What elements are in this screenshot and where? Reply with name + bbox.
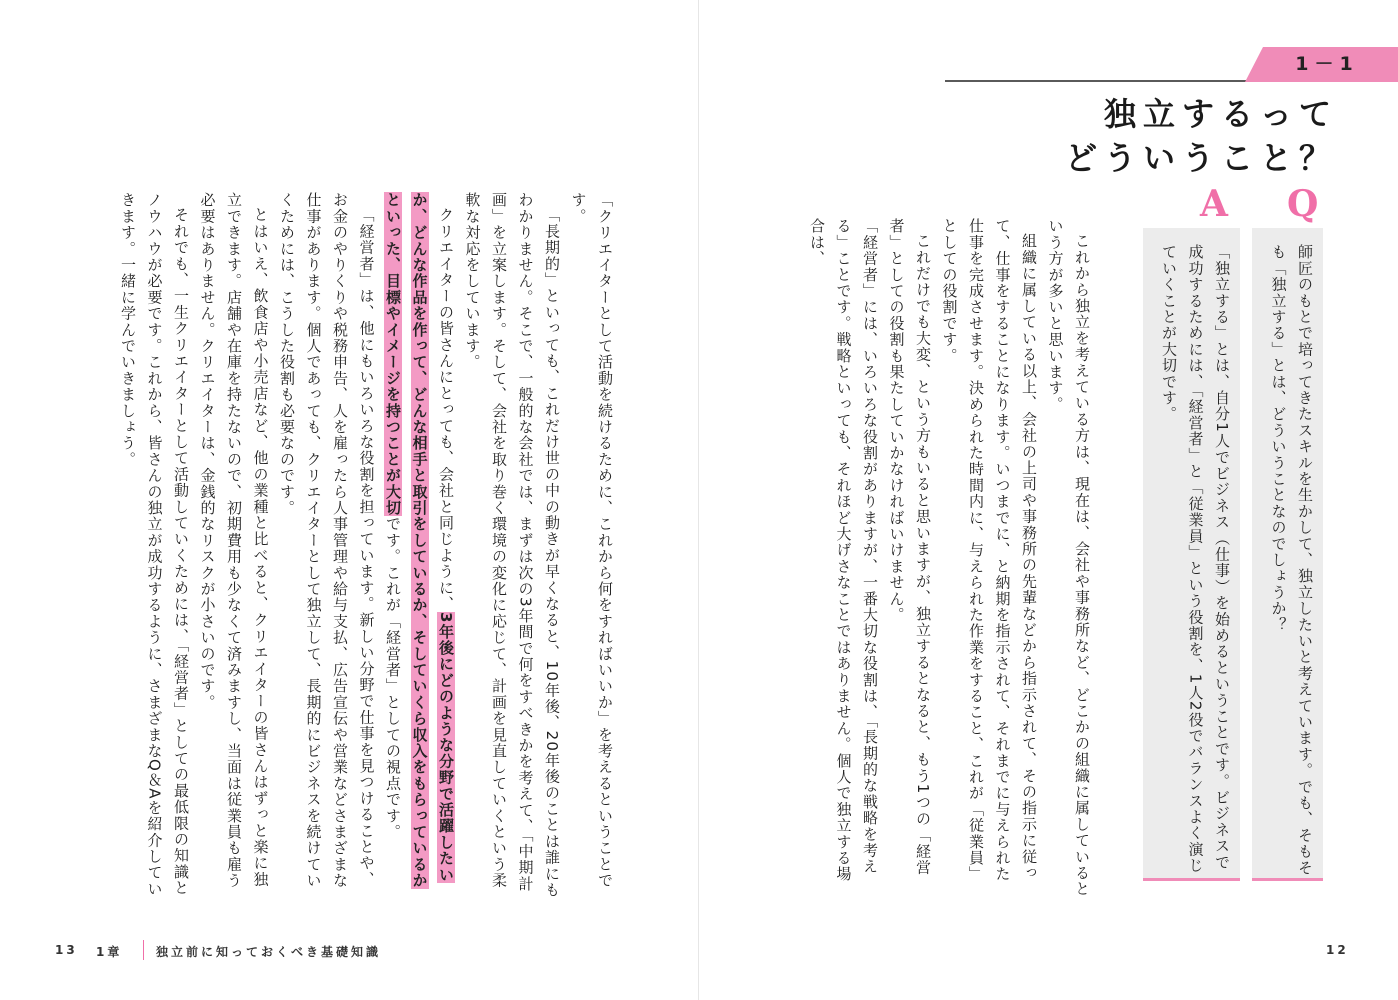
right-paragraph-4: 「経営者」には、いろいろな役割がありますが、一番大切な役割は、「長期的な戦略を考える」ことです。戦略といっても、それほど大げさなことではありません。個人で独立する場合は、: [808, 218, 879, 883]
page-title: [1065, 92, 1338, 180]
left-paragraph-2: 「長期的」といっても、これだけ世の中の動きが早くなると、10年後、20年後のことは誰にもわかりません。そこで、一般的な会社では、まずは次の3年間で何をすべきかを考えて、「中期計画」を立案します。そして、会社を取り巻く環境の変化に応じて、計画を見直していくという柔軟な対応をしています。: [463, 192, 561, 898]
question-letter: Q: [1287, 183, 1319, 225]
right-page-number: 12: [1326, 943, 1349, 957]
title-line-2: どういうこと？: [1064, 139, 1338, 177]
page-gutter: [698, 0, 699, 1000]
right-page-body: [790, 218, 1095, 898]
left-paragraph-6: それでも、一生クリエイターとして活動していくためには、「経営者」としての最低限の知識とノウハウが必要です。これから、皆さんの独立が成功するように、さまざまなQ＆Aを紹介していきます。一緒に学んでいきましょう。: [119, 192, 190, 897]
title-line-1: 独立するって: [1103, 95, 1338, 133]
left-page-number: 13: [55, 943, 78, 957]
question-text: 師匠のもとで培ってきたスキルを生かして、独立したいと考えています。でも、そもそも「独立する」とは、どういうことなのでしょうか？: [1269, 244, 1314, 876]
answer-box: [1143, 228, 1240, 881]
answer-text: 「独立する」とは、自分1人でビジネス（仕事）を始めるということです。ビジネスで成功するためには、「経営者」と「従業員」という役割を、1人2役でバランスよく演じていくことが大切です。: [1160, 244, 1231, 874]
left-paragraph-4: 「経営者」は、他にもいろいろな役割を担っています。新しい分野で仕事を見つけることや、お金のやりくりや税務申告、人を雇ったら人事管理や給与支払、広告宣伝や営業などさまざまな仕事があります。個人であっても、クリエイターとして独立して、長期的にビジネスを続けていくためには、こうした役割も必要なのです。: [278, 192, 376, 889]
question-box: [1252, 228, 1323, 881]
highlighted-key-point: 3年後にどのような分野で活躍したいか、どんな作品を作って、どんな相手と取引をしているか、そしていくら収入をもらっているかといった、目標やイメージを持つことが大切: [384, 192, 455, 889]
left-paragraph-3-start: クリエイターの皆さんにとっても、会社と同じように、: [437, 207, 455, 612]
footer-divider: [143, 940, 144, 960]
left-paragraph-5: とはいえ、飲食店や小売店など、他の業種と比べると、クリエイターの皆さんはずっと楽に独立できます。店舗や在庫を持たないので、初期費用も少なくて済みますし、当面は従業員も雇う必要はありません。クリエイターは、金銭的なリスクが小さいのです。: [198, 192, 270, 889]
right-paragraph-2: 組織に属している以上、会社の上司や事務所の先輩などから指示されて、その指示に従って、仕事をすることになります。いつまでに、と納期を指示されて、それまでに与えられた仕事を完成させます。決められた時間内に、与えられた作業をすること、これが「従業員」としての役割です。: [940, 218, 1038, 883]
left-paragraph-3-end: です。これが「経営者」としての視点です。: [384, 516, 402, 840]
left-page-body: [88, 192, 618, 898]
chapter-title: 独立前に知っておくべき基礎知識: [156, 945, 382, 959]
right-paragraph-3: これだけでも大変、という方もいると思いますが、独立するとなると、もう1つの「経営者」としての役割も果たしていかなければいけません。: [887, 218, 932, 876]
section-number: 1－1: [1295, 53, 1359, 75]
left-paragraph-1: 「クリエイターとして活動を続けるために、これから何をすればいいか」を考えるということです。: [569, 192, 614, 889]
answer-letter: A: [1200, 183, 1228, 225]
left-paragraph-3: [380, 192, 460, 898]
chapter-label: 1章: [96, 945, 123, 959]
right-paragraph-1: これから独立を考えている方は、現在は、会社や事務所など、どこかの組織に属しているという方が多いと思います。: [1046, 218, 1091, 898]
